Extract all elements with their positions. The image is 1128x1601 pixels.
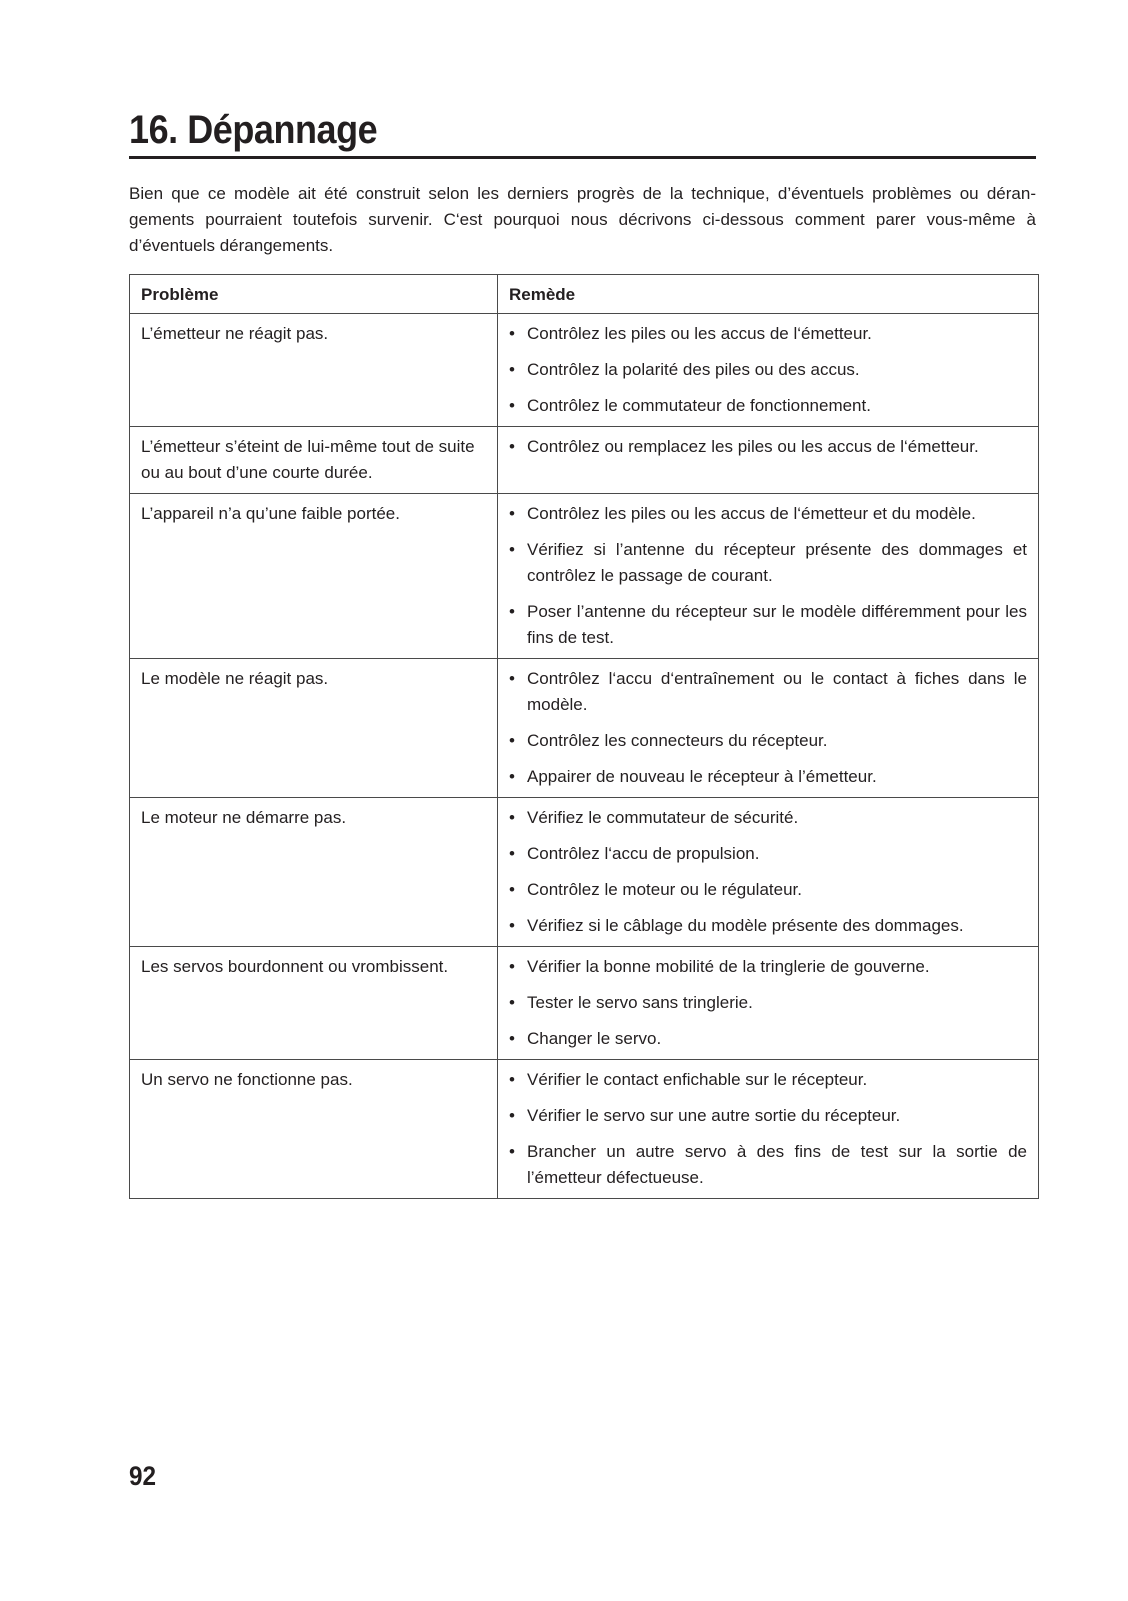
remedy-text: Contrôlez l‘accu d‘entraînement ou le contact à fiches dans le modèle.: [527, 669, 1027, 714]
bullet-icon: •: [509, 767, 515, 786]
bullet-icon: •: [509, 602, 515, 621]
table-body: [130, 314, 1039, 1199]
remedy-item: [508, 990, 1027, 1016]
table-row: [130, 494, 1039, 659]
bullet-icon: •: [509, 731, 515, 750]
remedy-item: [508, 877, 1027, 903]
remedy-text: Contrôlez l‘accu de propulsion.: [527, 844, 760, 863]
bullet-icon: •: [509, 1142, 515, 1161]
remedy-text: Poser l’antenne du récepteur sur le modèle différemment pour les fins de test.: [527, 602, 1027, 647]
remedy-item: [508, 393, 1027, 419]
remedy-text: Vérifiez si le câblage du modèle présente des dommages.: [527, 916, 964, 935]
header-remedy: Remède: [498, 275, 1039, 314]
problem-cell: Le moteur ne démarre pas.: [130, 798, 498, 947]
bullet-icon: •: [509, 844, 515, 863]
remedy-text: Contrôlez le commutateur de fonctionnement.: [527, 396, 871, 415]
remedy-list: [508, 666, 1027, 790]
bullet-icon: •: [509, 916, 515, 935]
remedy-item: [508, 666, 1027, 718]
bullet-icon: •: [509, 437, 515, 456]
bullet-icon: •: [509, 880, 515, 899]
table-row: [130, 947, 1039, 1060]
remedy-item: [508, 1139, 1027, 1191]
remedy-text: Contrôlez les piles ou les accus de l‘émetteur et du modèle.: [527, 504, 976, 523]
remedy-list: [508, 321, 1027, 419]
remedy-text: Contrôlez les piles ou les accus de l‘émetteur.: [527, 324, 872, 343]
table-row: [130, 427, 1039, 494]
problem-cell: Un servo ne fonctionne pas.: [130, 1060, 498, 1199]
remedy-list: [508, 954, 1027, 1052]
problem-cell: L’appareil n’a qu’une faible portée.: [130, 494, 498, 659]
bullet-icon: •: [509, 504, 515, 523]
remedy-item: [508, 805, 1027, 831]
remedy-item: [508, 728, 1027, 754]
table-row: [130, 659, 1039, 798]
remedy-item: [508, 913, 1027, 939]
bullet-icon: •: [509, 808, 515, 827]
remedy-list: [508, 434, 1027, 460]
bullet-icon: •: [509, 957, 515, 976]
remedy-cell: [498, 427, 1039, 494]
remedy-text: Contrôlez les connecteurs du récepteur.: [527, 731, 828, 750]
remedy-text: Appairer de nouveau le récepteur à l’émetteur.: [527, 767, 877, 786]
table-header-row: [130, 275, 1039, 314]
remedy-list: [508, 805, 1027, 939]
remedy-text: Vérifier la bonne mobilité de la tringlerie de gouverne.: [527, 957, 930, 976]
problem-cell: L’émetteur ne réagit pas.: [130, 314, 498, 427]
bullet-icon: •: [509, 993, 515, 1012]
remedy-item: [508, 434, 1027, 460]
remedy-cell: [498, 314, 1039, 427]
bullet-icon: •: [509, 669, 515, 688]
remedy-text: Vérifier le servo sur une autre sortie du récepteur.: [527, 1106, 901, 1125]
remedy-list: [508, 1067, 1027, 1191]
remedy-item: [508, 1026, 1027, 1052]
remedy-text: Vérifier le contact enfichable sur le récepteur.: [527, 1070, 868, 1089]
title-rule: [129, 156, 1036, 159]
page-number: 92: [129, 1461, 157, 1491]
remedy-item: [508, 841, 1027, 867]
troubleshooting-table: [129, 274, 1039, 1199]
bullet-icon: •: [509, 1029, 515, 1048]
remedy-text: Tester le servo sans tringlerie.: [527, 993, 753, 1012]
remedy-text: Changer le servo.: [527, 1029, 662, 1048]
remedy-item: [508, 1067, 1027, 1093]
remedy-text: Vérifiez le commutateur de sécurité.: [527, 808, 799, 827]
bullet-icon: •: [509, 324, 515, 343]
remedy-cell: [498, 659, 1039, 798]
remedy-text: Vérifiez si l’antenne du récepteur présente des dommages et contrôlez le passage de courant.: [527, 540, 1027, 585]
bullet-icon: •: [509, 396, 515, 415]
problem-cell: Le modèle ne réagit pas.: [130, 659, 498, 798]
remedy-item: [508, 1103, 1027, 1129]
remedy-cell: [498, 798, 1039, 947]
remedy-text: Contrôlez le moteur ou le régulateur.: [527, 880, 802, 899]
remedy-item: [508, 357, 1027, 383]
problem-cell: Les servos bourdonnent ou vrombissent.: [130, 947, 498, 1060]
page-title: 16. Dépannage: [129, 108, 378, 152]
bullet-icon: •: [509, 1070, 515, 1089]
remedy-cell: [498, 947, 1039, 1060]
remedy-item: [508, 954, 1027, 980]
bullet-icon: •: [509, 540, 515, 559]
remedy-cell: [498, 1060, 1039, 1199]
table-row: [130, 798, 1039, 947]
bullet-icon: •: [509, 360, 515, 379]
remedy-text: Contrôlez ou remplacez les piles ou les accus de l‘émetteur.: [527, 437, 979, 456]
bullet-icon: •: [509, 1106, 515, 1125]
remedy-list: [508, 501, 1027, 651]
remedy-text: Contrôlez la polarité des piles ou des accus.: [527, 360, 860, 379]
remedy-item: [508, 599, 1027, 651]
header-problem: Problème: [130, 275, 498, 314]
table-row: [130, 1060, 1039, 1199]
remedy-item: [508, 537, 1027, 589]
table-row: [130, 314, 1039, 427]
problem-cell: L’émetteur s’éteint de lui-même tout de suite ou au bout d’une courte durée.: [130, 427, 498, 494]
remedy-cell: [498, 494, 1039, 659]
remedy-item: [508, 501, 1027, 527]
remedy-item: [508, 764, 1027, 790]
remedy-item: [508, 321, 1027, 347]
intro-paragraph: Bien que ce modèle ait été construit selon les derniers progrès de la technique, d’éventuels problèmes ou dérangements pourraient toutefois survenir. C‘est pourquoi nous décrivons ci-dessous comment parer vous-même à d’éventuels dérangements.: [129, 184, 1036, 255]
remedy-text: Brancher un autre servo à des fins de test sur la sortie de l’émetteur défectueuse.: [527, 1142, 1027, 1187]
